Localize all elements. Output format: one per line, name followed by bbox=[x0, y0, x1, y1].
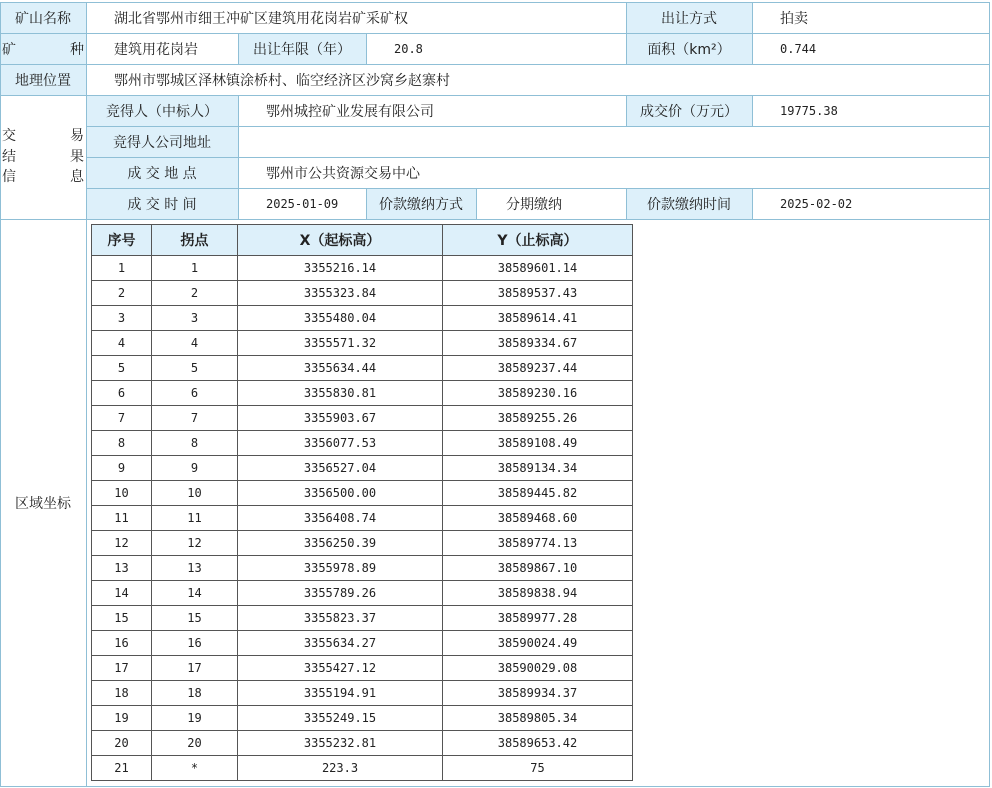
grid-line bbox=[86, 157, 990, 158]
cell-point: 11 bbox=[152, 506, 238, 531]
grid-line bbox=[238, 33, 239, 64]
cell-y: 38589774.13 bbox=[443, 531, 633, 556]
table-row bbox=[92, 556, 633, 581]
grid-line bbox=[0, 786, 990, 787]
table-row bbox=[92, 681, 633, 706]
cell-y: 38589134.34 bbox=[443, 456, 633, 481]
grid-line bbox=[626, 33, 627, 64]
cell-y: 38590029.08 bbox=[443, 656, 633, 681]
coordinates-table bbox=[91, 224, 633, 781]
cell-index: 5 bbox=[92, 356, 152, 381]
term-label: 出让年限（年） bbox=[238, 33, 366, 64]
cell-y: 38589108.49 bbox=[443, 431, 633, 456]
cell-index: 17 bbox=[92, 656, 152, 681]
cell-y: 38589237.44 bbox=[443, 356, 633, 381]
table-row bbox=[92, 381, 633, 406]
cell-index: 3 bbox=[92, 306, 152, 331]
table-row bbox=[92, 506, 633, 531]
cell-y: 75 bbox=[443, 756, 633, 781]
cell-x: 3355830.81 bbox=[238, 381, 443, 406]
grid-line bbox=[476, 188, 477, 219]
cell-y: 38589445.82 bbox=[443, 481, 633, 506]
table-row bbox=[92, 756, 633, 781]
mineral-label-char-1: 矿 bbox=[2, 41, 16, 58]
cell-point: 8 bbox=[152, 431, 238, 456]
table-row bbox=[92, 256, 633, 281]
winner-address-value bbox=[238, 126, 990, 157]
grid-line bbox=[752, 188, 753, 219]
table-row bbox=[92, 656, 633, 681]
location-label: 地理位置 bbox=[0, 64, 86, 95]
area-label: 面积（km²） bbox=[626, 33, 752, 64]
cell-index: 6 bbox=[92, 381, 152, 406]
grid-line bbox=[0, 33, 990, 34]
cell-index: 1 bbox=[92, 256, 152, 281]
area-value: 0.744 bbox=[780, 41, 817, 56]
grid-line bbox=[0, 2, 1, 787]
cell-y: 38589230.16 bbox=[443, 381, 633, 406]
deal-time-label: 成 交 时 间 bbox=[86, 188, 238, 219]
cell-index: 19 bbox=[92, 706, 152, 731]
cell-index: 13 bbox=[92, 556, 152, 581]
price-label: 成交价（万元） bbox=[626, 95, 752, 126]
cell-x: 3355634.44 bbox=[238, 356, 443, 381]
cell-x: 3355427.12 bbox=[238, 656, 443, 681]
cell-point: 7 bbox=[152, 406, 238, 431]
cell-x: 223.3 bbox=[238, 756, 443, 781]
mineral-label bbox=[0, 33, 86, 64]
cell-point: 2 bbox=[152, 281, 238, 306]
cell-y: 38589653.42 bbox=[443, 731, 633, 756]
table-row bbox=[92, 606, 633, 631]
cell-point: * bbox=[152, 756, 238, 781]
cell-x: 3356500.00 bbox=[238, 481, 443, 506]
deal-time-value: 2025-01-09 bbox=[266, 196, 339, 211]
mineral-label-char-2: 种 bbox=[70, 41, 84, 58]
grid-line bbox=[752, 95, 753, 126]
payment-method-value: 分期缴纳 bbox=[506, 196, 562, 213]
cell-point: 3 bbox=[152, 306, 238, 331]
grid-line bbox=[86, 188, 990, 189]
cell-point: 16 bbox=[152, 631, 238, 656]
cell-point: 5 bbox=[152, 356, 238, 381]
cell-y: 38589468.60 bbox=[443, 506, 633, 531]
table-row bbox=[92, 631, 633, 656]
cell-x: 3355323.84 bbox=[238, 281, 443, 306]
result-label-char: 易 bbox=[70, 128, 84, 145]
cell-x: 3355978.89 bbox=[238, 556, 443, 581]
table-row bbox=[92, 306, 633, 331]
table-row bbox=[92, 356, 633, 381]
cell-index: 8 bbox=[92, 431, 152, 456]
col-header-point: 拐点 bbox=[152, 225, 238, 256]
cell-point: 17 bbox=[152, 656, 238, 681]
result-label-char: 信 bbox=[2, 169, 16, 186]
grid-line bbox=[989, 2, 990, 787]
grid-line bbox=[626, 188, 627, 219]
cell-y: 38589614.41 bbox=[443, 306, 633, 331]
cell-point: 20 bbox=[152, 731, 238, 756]
cell-index: 12 bbox=[92, 531, 152, 556]
winner-address-label: 竞得人公司地址 bbox=[86, 126, 238, 157]
cell-y: 38589537.43 bbox=[443, 281, 633, 306]
cell-x: 3355571.32 bbox=[238, 331, 443, 356]
cell-point: 10 bbox=[152, 481, 238, 506]
cell-x: 3355249.15 bbox=[238, 706, 443, 731]
grid-line bbox=[626, 2, 627, 33]
cell-index: 18 bbox=[92, 681, 152, 706]
transfer-method-value: 拍卖 bbox=[780, 10, 808, 27]
col-header-y: Y（止标高） bbox=[443, 225, 633, 256]
result-label-char: 交 bbox=[2, 128, 16, 145]
cell-x: 3356077.53 bbox=[238, 431, 443, 456]
transaction-result-label bbox=[0, 95, 86, 219]
cell-index: 21 bbox=[92, 756, 152, 781]
result-label-char: 果 bbox=[70, 148, 84, 165]
cell-index: 11 bbox=[92, 506, 152, 531]
cell-x: 3355232.81 bbox=[238, 731, 443, 756]
cell-index: 16 bbox=[92, 631, 152, 656]
cell-y: 38589867.10 bbox=[443, 556, 633, 581]
grid-line bbox=[0, 64, 990, 65]
cell-index: 20 bbox=[92, 731, 152, 756]
location-value: 鄂州市鄂城区泽林镇涂桥村、临空经济区沙窝乡赵寨村 bbox=[114, 72, 450, 89]
cell-x: 3356408.74 bbox=[238, 506, 443, 531]
cell-y: 38589255.26 bbox=[443, 406, 633, 431]
grid-line bbox=[0, 219, 990, 220]
col-header-index: 序号 bbox=[92, 225, 152, 256]
table-row bbox=[92, 406, 633, 431]
cell-x: 3355194.91 bbox=[238, 681, 443, 706]
cell-x: 3355903.67 bbox=[238, 406, 443, 431]
cell-y: 38589334.67 bbox=[443, 331, 633, 356]
cell-index: 2 bbox=[92, 281, 152, 306]
winner-label: 竞得人（中标人） bbox=[86, 95, 238, 126]
cell-point: 9 bbox=[152, 456, 238, 481]
grid-line bbox=[0, 95, 990, 96]
coords-label: 区域坐标 bbox=[15, 495, 71, 512]
cell-y: 38590024.49 bbox=[443, 631, 633, 656]
result-label-char: 息 bbox=[70, 169, 84, 186]
cell-point: 19 bbox=[152, 706, 238, 731]
winner-value: 鄂州城控矿业发展有限公司 bbox=[266, 103, 434, 120]
table-row bbox=[92, 531, 633, 556]
grid-line bbox=[238, 95, 239, 219]
deal-place-label: 成 交 地 点 bbox=[86, 157, 238, 188]
cell-x: 3356527.04 bbox=[238, 456, 443, 481]
cell-index: 7 bbox=[92, 406, 152, 431]
cell-index: 14 bbox=[92, 581, 152, 606]
coordinates-body bbox=[92, 256, 633, 781]
grid-line bbox=[366, 188, 367, 219]
cell-x: 3355480.04 bbox=[238, 306, 443, 331]
cell-x: 3355789.26 bbox=[238, 581, 443, 606]
table-row bbox=[92, 706, 633, 731]
grid-line bbox=[86, 126, 990, 127]
payment-time-value: 2025-02-02 bbox=[780, 196, 853, 211]
deal-place-value: 鄂州市公共资源交易中心 bbox=[266, 165, 420, 182]
col-header-x: X（起标高） bbox=[238, 225, 443, 256]
payment-method-label: 价款缴纳方式 bbox=[366, 188, 476, 219]
cell-x: 3355823.37 bbox=[238, 606, 443, 631]
cell-x: 3355216.14 bbox=[238, 256, 443, 281]
cell-point: 1 bbox=[152, 256, 238, 281]
cell-y: 38589601.14 bbox=[443, 256, 633, 281]
cell-y: 38589838.94 bbox=[443, 581, 633, 606]
cell-y: 38589977.28 bbox=[443, 606, 633, 631]
mine-name-value: 湖北省鄂州市细王冲矿区建筑用花岗岩矿采矿权 bbox=[114, 10, 408, 27]
cell-x: 3355634.27 bbox=[238, 631, 443, 656]
table-row bbox=[92, 281, 633, 306]
cell-index: 15 bbox=[92, 606, 152, 631]
cell-point: 12 bbox=[152, 531, 238, 556]
grid-line bbox=[366, 33, 367, 64]
price-value: 19775.38 bbox=[780, 103, 838, 118]
cell-point: 14 bbox=[152, 581, 238, 606]
term-value: 20.8 bbox=[394, 41, 423, 56]
cell-y: 38589805.34 bbox=[443, 706, 633, 731]
coordinates-header-row bbox=[92, 225, 633, 256]
mineral-value: 建筑用花岗岩 bbox=[114, 41, 198, 58]
table-row bbox=[92, 731, 633, 756]
grid-line bbox=[752, 2, 753, 64]
cell-y: 38589934.37 bbox=[443, 681, 633, 706]
payment-time-label: 价款缴纳时间 bbox=[626, 188, 752, 219]
grid-line bbox=[626, 95, 627, 126]
cell-index: 10 bbox=[92, 481, 152, 506]
grid-line bbox=[86, 2, 87, 787]
table-row bbox=[92, 456, 633, 481]
cell-x: 3356250.39 bbox=[238, 531, 443, 556]
table-row bbox=[92, 331, 633, 356]
cell-point: 4 bbox=[152, 331, 238, 356]
cell-point: 6 bbox=[152, 381, 238, 406]
table-row bbox=[92, 431, 633, 456]
transfer-method-label: 出让方式 bbox=[626, 2, 752, 33]
cell-point: 18 bbox=[152, 681, 238, 706]
table-row bbox=[92, 481, 633, 506]
cell-index: 9 bbox=[92, 456, 152, 481]
grid-line bbox=[0, 2, 990, 3]
cell-point: 15 bbox=[152, 606, 238, 631]
cell-point: 13 bbox=[152, 556, 238, 581]
cell-index: 4 bbox=[92, 331, 152, 356]
mine-name-label: 矿山名称 bbox=[0, 2, 86, 33]
table-row bbox=[92, 581, 633, 606]
result-label-char: 结 bbox=[2, 148, 16, 165]
